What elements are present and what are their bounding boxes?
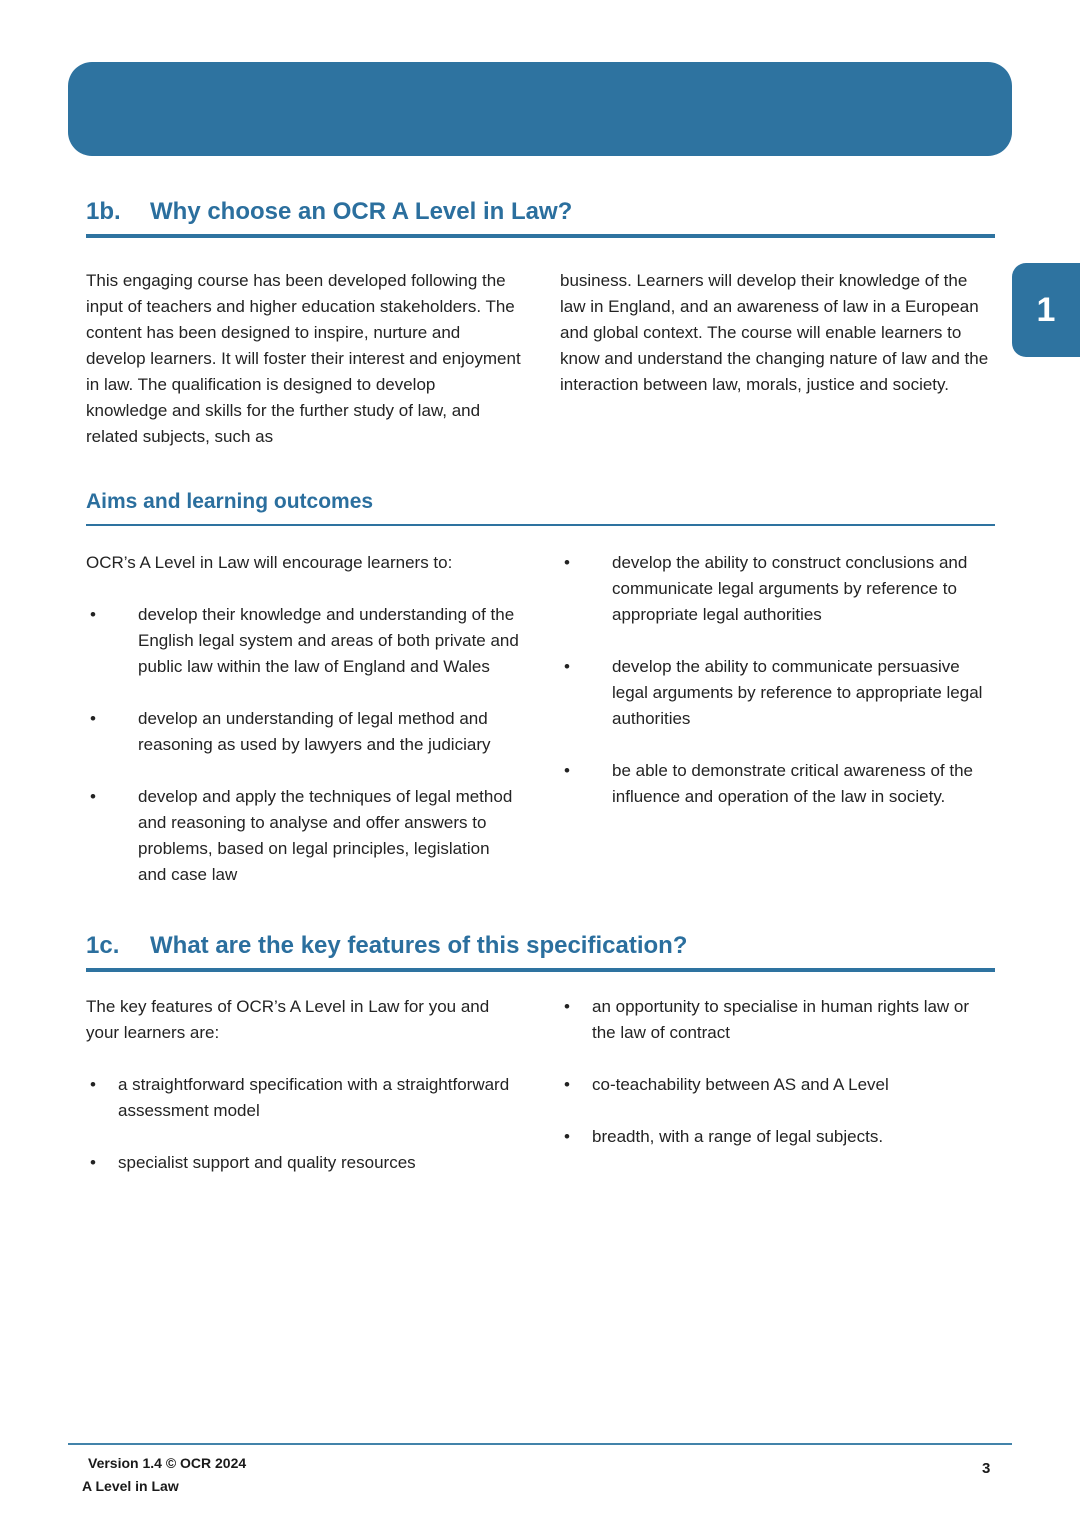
section-1c-intro: The key features of OCR’s A Level in Law for you and your learners are: xyxy=(86,997,490,1042)
section-1c-title: What are the key features of this specification? xyxy=(150,932,688,959)
section-1b-rule xyxy=(86,234,995,238)
footer-rule xyxy=(68,1443,1012,1445)
page-header-banner xyxy=(68,62,1012,156)
list-item: • develop their knowledge and understanding of the English legal system and areas of both private and public law within the law of England and Wales xyxy=(86,602,521,680)
section-1c-heading xyxy=(86,932,995,960)
section-1b-title: Why choose an OCR A Level in Law? xyxy=(150,198,573,225)
list-item: • develop the ability to construct conclusions and communicate legal arguments by reference to appropriate legal authorities xyxy=(560,550,995,628)
section-1c-bullet-list-left xyxy=(86,1072,521,1176)
aims-heading: Aims and learning outcomes xyxy=(86,490,374,513)
section-1c-rule xyxy=(86,968,995,972)
section-1b-heading xyxy=(86,198,995,226)
list-item: • a straightforward specification with a straightforward assessment model xyxy=(86,1072,521,1124)
page-number: 3 xyxy=(982,1460,991,1477)
list-item: • specialist support and quality resources xyxy=(86,1150,521,1176)
list-item: • develop an understanding of legal method and reasoning as used by lawyers and the judiciary xyxy=(86,706,521,758)
aims-bullet-list-left xyxy=(86,602,521,888)
list-item: • co-teachability between AS and A Level xyxy=(560,1072,995,1098)
section-1b-paragraph-right: business. Learners will develop their knowledge of the law in England, and an awareness of law in a European and global context. The course will enable learners to know and understand the changing nature of law and the interaction between law, morals, justice and society. xyxy=(560,271,989,394)
chapter-side-tab xyxy=(1012,263,1080,357)
section-1c-body xyxy=(86,994,995,1176)
section-1b-paragraph-left: This engaging course has been developed following the input of teachers and higher education stakeholders. The content has been designed to inspire, nurture and develop learners. It will foster their interest and enjoyment in law. The qualification is designed to develop knowledge and skills for the further study of law, and related subjects, such as xyxy=(86,271,521,446)
aims-rule xyxy=(86,524,995,526)
footer-version: Version 1.4 © OCR 2024 xyxy=(88,1455,247,1471)
list-item: • be able to demonstrate critical awareness of the influence and operation of the law in society. xyxy=(560,758,995,810)
list-item: • breadth, with a range of legal subjects. xyxy=(560,1124,995,1150)
list-item: • develop and apply the techniques of legal method and reasoning to analyse and offer answers to problems, based on legal principles, legislation and case law xyxy=(86,784,521,888)
section-1b-number: 1b. xyxy=(86,198,121,225)
section-1c-bullet-list-right xyxy=(560,994,995,1150)
page-content xyxy=(86,198,995,1176)
aims-bullet-list-right xyxy=(560,550,995,810)
section-1b-body xyxy=(86,268,995,450)
footer-subject: A Level in Law xyxy=(82,1478,179,1494)
aims-intro: OCR’s A Level in Law will encourage learners to: xyxy=(86,553,453,572)
aims-body xyxy=(86,550,995,888)
chapter-number: 1 xyxy=(1036,290,1056,329)
list-item: • develop the ability to communicate persuasive legal arguments by reference to appropriate legal authorities xyxy=(560,654,995,732)
section-1c-number: 1c. xyxy=(86,932,120,959)
footer xyxy=(82,1452,246,1498)
list-item: • an opportunity to specialise in human rights law or the law of contract xyxy=(560,994,995,1046)
